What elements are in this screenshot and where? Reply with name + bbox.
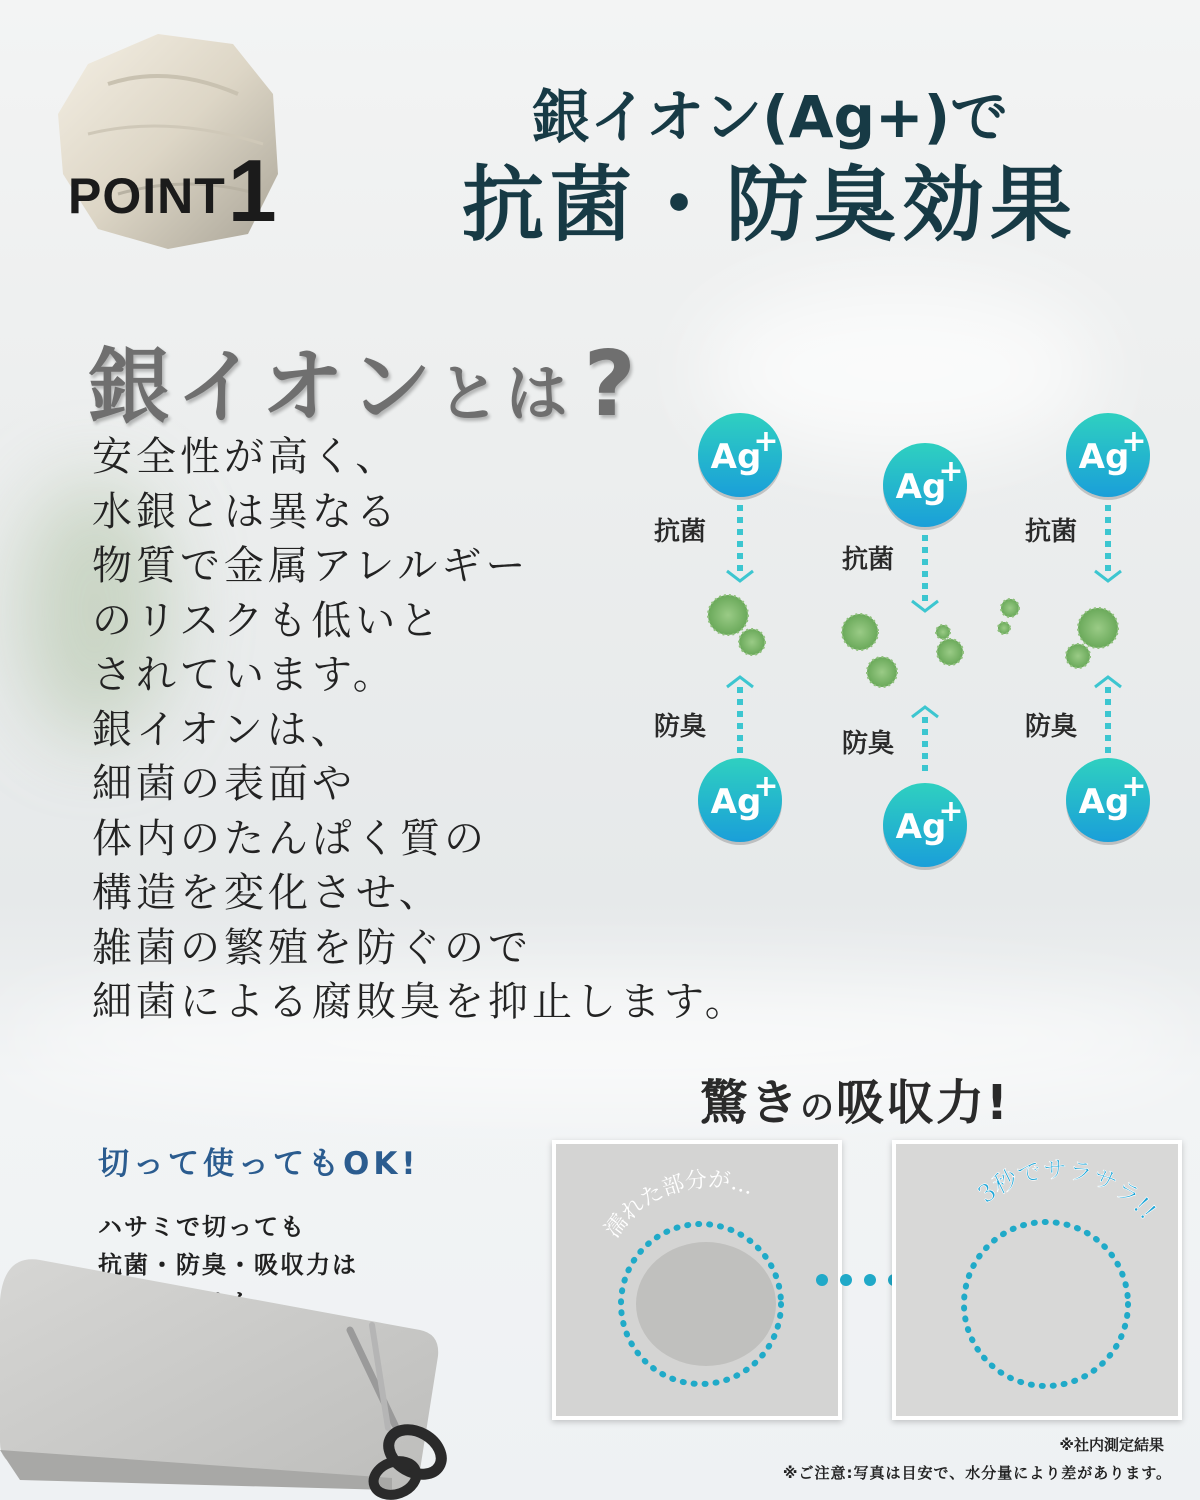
absorb-title-no: の bbox=[800, 1088, 837, 1128]
dry-photo-svg bbox=[896, 1144, 1182, 1420]
arrow-up-icon bbox=[727, 677, 753, 687]
arrow-dot bbox=[737, 517, 743, 523]
arrow-dot bbox=[737, 687, 743, 693]
arrow-down-icon bbox=[912, 601, 938, 611]
arrow-down-icon bbox=[1095, 571, 1121, 581]
germ-icon bbox=[1066, 644, 1090, 668]
arrow-dot bbox=[922, 717, 928, 723]
absorb-title bbox=[700, 1064, 1010, 1133]
arrow-dot bbox=[922, 729, 928, 735]
cut-line: ハサミで切っても bbox=[98, 1213, 306, 1241]
ion-sup: + bbox=[753, 769, 779, 804]
arrow-dot bbox=[922, 583, 928, 589]
arrow-dot bbox=[922, 547, 928, 553]
arrow-dot bbox=[737, 529, 743, 535]
effect-label: 抗菌 bbox=[842, 545, 895, 575]
arrow-dot bbox=[737, 723, 743, 729]
ion-sup: + bbox=[938, 794, 964, 829]
arrow-dot bbox=[1105, 699, 1111, 705]
description-line: 細菌による腐敗臭を抑止します。 bbox=[92, 979, 749, 1025]
arrow-dot bbox=[1105, 517, 1111, 523]
description-line: 水銀とは異なる bbox=[92, 488, 400, 535]
germ-icon bbox=[708, 595, 748, 635]
germ-icon bbox=[936, 625, 950, 639]
ion-sup: + bbox=[938, 454, 964, 489]
description-line: 体内のたんぱく質の bbox=[92, 815, 488, 862]
effect-label: 抗菌 bbox=[654, 517, 707, 547]
arrow-down-icon bbox=[727, 571, 753, 581]
arrow-dot bbox=[737, 505, 743, 511]
germ-icon bbox=[998, 622, 1010, 634]
germ-icon bbox=[842, 614, 878, 650]
germ-icon bbox=[739, 629, 765, 655]
arrow-dot bbox=[1105, 505, 1111, 511]
ion-label: Ag bbox=[1078, 437, 1130, 477]
arrow-dot bbox=[737, 711, 743, 717]
arrow-dot bbox=[1105, 553, 1111, 559]
arrow-dot bbox=[922, 559, 928, 565]
germ-icon bbox=[867, 657, 897, 687]
what-is-question: ? bbox=[583, 332, 642, 437]
arrow-dot bbox=[922, 753, 928, 759]
arrow-dot bbox=[737, 747, 743, 753]
arrow-dot bbox=[922, 741, 928, 747]
heading-line2: 抗菌・防臭効果 bbox=[461, 158, 1078, 253]
description-line: 安全性が高く、 bbox=[92, 434, 400, 480]
point-number: 1 bbox=[227, 141, 278, 240]
arrow-dot bbox=[922, 571, 928, 577]
wet-photo bbox=[552, 1140, 842, 1420]
arrow-up-icon bbox=[912, 707, 938, 717]
absorb-title-a: 驚き bbox=[700, 1075, 801, 1131]
ion-label: Ag bbox=[710, 437, 762, 477]
ion-label: Ag bbox=[895, 807, 947, 847]
description-line: されています。 bbox=[92, 652, 397, 698]
absorb-title-b: 吸収力! bbox=[836, 1075, 1010, 1131]
ion-sup: + bbox=[1121, 424, 1147, 459]
what-is-main: 銀イオン bbox=[88, 340, 438, 435]
description-line: 細菌の表面や bbox=[92, 761, 356, 807]
arrow-dot bbox=[1105, 565, 1111, 571]
ion-sup: + bbox=[753, 424, 779, 459]
description-line: 銀イオンは、 bbox=[92, 706, 355, 753]
dry-photo bbox=[892, 1140, 1182, 1420]
arrow-dot bbox=[737, 699, 743, 705]
arrow-up-icon bbox=[1095, 677, 1121, 687]
wet-photo-caption: 濡れた部分が… bbox=[600, 1167, 757, 1243]
arrow-dot bbox=[737, 735, 743, 741]
arrow-dot bbox=[1105, 541, 1111, 547]
germ-icon bbox=[1078, 608, 1118, 648]
description-line: 雑菌の繁殖を防ぐので bbox=[92, 924, 532, 971]
arrow-dot bbox=[1105, 711, 1111, 717]
ion-label: Ag bbox=[1078, 782, 1130, 822]
germ-icon bbox=[1001, 599, 1019, 617]
wet-photo-svg bbox=[556, 1144, 842, 1420]
cut-title: 切って使ってもOK! bbox=[98, 1146, 420, 1182]
silver-ion-diagram bbox=[620, 410, 1200, 880]
effect-label: 防臭 bbox=[842, 729, 895, 759]
arrow-dot bbox=[1105, 723, 1111, 729]
arrow-dot bbox=[737, 553, 743, 559]
heading-line1: 銀イオン(Ag+)で bbox=[531, 83, 1009, 151]
ion-label: Ag bbox=[895, 467, 947, 507]
description-line: のリスクも低いと bbox=[92, 597, 444, 644]
arrow-dot bbox=[737, 541, 743, 547]
arrow-dot bbox=[922, 595, 928, 601]
arrow-dot bbox=[1105, 735, 1111, 741]
arrow-dot bbox=[737, 565, 743, 571]
cut-line: 抗菌・防臭・吸収力は bbox=[98, 1251, 358, 1279]
arrow-dot bbox=[1105, 529, 1111, 535]
mat-with-scissors-image bbox=[0, 1220, 560, 1500]
effect-label: 防臭 bbox=[654, 712, 707, 742]
description-line: 構造を変化させ、 bbox=[92, 870, 443, 916]
germ-icon bbox=[937, 639, 963, 665]
what-is-title bbox=[88, 322, 642, 439]
arrow-dot bbox=[922, 535, 928, 541]
arrow-dot bbox=[1105, 747, 1111, 753]
effect-label: 防臭 bbox=[1025, 712, 1078, 742]
ion-label: Ag bbox=[710, 782, 762, 822]
note-caution: ※ご注意:写真は目安で、水分量により差があります。 bbox=[782, 1464, 1172, 1482]
arrow-dot bbox=[922, 765, 928, 771]
description-line: 物質で金属アレルギー bbox=[92, 543, 530, 589]
arrow-dot bbox=[1105, 687, 1111, 693]
note-measurement: ※社内測定結果 bbox=[1059, 1436, 1164, 1454]
ion-sup: + bbox=[1121, 769, 1147, 804]
what-is-particle: とは bbox=[437, 357, 574, 430]
effect-label: 抗菌 bbox=[1025, 517, 1078, 547]
dry-photo-caption: 3秒でサラサラ!! bbox=[972, 1155, 1162, 1226]
point-label-text: POINT bbox=[68, 168, 226, 224]
point-badge bbox=[68, 140, 278, 242]
